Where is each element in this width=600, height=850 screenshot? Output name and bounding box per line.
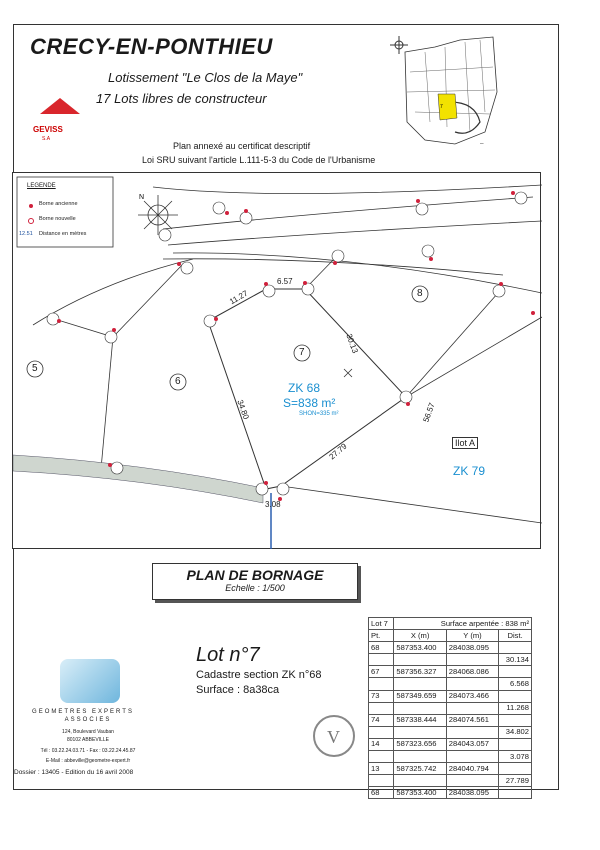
table-cell: 587338.444 [394,714,446,726]
firm-address-2: 80102 ABBEVILLE [67,737,109,743]
plan-title-box [152,563,358,600]
table-cell: 14 [369,738,394,750]
dossier-footer: Dossier : 13405 - Edition du 16 avril 2008 [14,769,134,776]
lot-surface: Surface : 8a38ca [196,684,280,696]
firm-logo-icon [60,659,120,703]
table-row [369,751,532,763]
other-parcel-label: ZK 79 [453,464,486,478]
table-cell: 587353.400 [394,787,446,799]
table-cell [394,775,446,787]
table-cell [369,775,394,787]
distance-label: 3.08 [265,500,281,509]
table-row [369,678,532,690]
table-row [369,726,532,738]
table-cell: 74 [369,714,394,726]
distance-label: 27.79 [327,441,349,462]
firm-name: GEOMETRES EXPERTS [32,709,134,715]
legend-item-old-marker: Borne ancienne [39,201,78,207]
distance-label: 6.57 [277,277,293,286]
table-cell [499,714,532,726]
table-cell [394,726,446,738]
table-cell: 13 [369,763,394,775]
firm-email: E-Mail : abbeville@geometre-expert.fr [45,758,131,764]
distance-label: 56.57 [421,401,437,424]
company-logo-icon [35,96,85,121]
table-cell [369,702,394,714]
table-cell: Lot 7 [369,618,394,630]
table-cell: 587353.400 [394,642,446,654]
lots-info: 17 Lots libres de constructeur [96,91,267,106]
table-cell [446,678,498,690]
svg-text:─: ─ [480,141,484,147]
table-cell: Surface arpentée : 838 m² [394,618,532,630]
plan-title: PLAN DE BORNAGE [186,567,324,583]
table-row [369,690,532,702]
coordinates-table [368,617,532,799]
company-logo-sub: S.A [42,136,51,142]
table-cell: 587349.659 [394,690,446,702]
lot-title: Lot n°7 [196,644,260,666]
table-cell [446,726,498,738]
lot-number-8: 8 [417,288,423,299]
firm-address-1: 124, Boulevard Vauban [62,729,114,735]
table-cell [394,751,446,763]
distance-label: 34.80 [235,398,251,421]
table-row [369,787,532,799]
table-cell [446,702,498,714]
distance-label: 11.27 [228,288,250,307]
table-cell [394,654,446,666]
parcel-area: S=838 m² [283,396,336,410]
table-cell: 68 [369,642,394,654]
ilot-label: Ilot A [452,437,478,449]
lot-number-6: 6 [175,376,181,387]
table-row [369,775,532,787]
table-cell: 587323.656 [394,738,446,750]
table-cell [499,787,532,799]
table-cell: 6.568 [499,678,532,690]
table-cell [499,642,532,654]
svg-text:N: N [139,194,145,201]
stamp-icon [313,715,355,757]
firm-phone: Tél : 03.22.24.03.71 - Fax : 03.22.24.45.87 [40,748,136,754]
table-cell [446,775,498,787]
table-header: Y (m) [446,630,498,642]
annex-line-2: Loi SRU suivant l'article L.111-5-3 du Code de l'Urbanisme [142,155,376,165]
table-cell: 73 [369,690,394,702]
table-cell [446,751,498,763]
table-row [369,666,532,678]
legend-item-distance-symbol: 12.51 [19,231,33,237]
table-cell: 587356.327 [394,666,446,678]
table-cell [394,678,446,690]
table-cell: 284073.466 [446,690,498,702]
company-logo-text: GEVISS [33,125,63,134]
plan-scale: Echelle : 1/500 [225,583,285,593]
parcel-shon: SHON=335 m² [299,411,339,417]
table-cell [394,702,446,714]
table-cell: 587325.742 [394,763,446,775]
table-cell [369,654,394,666]
firm-name-2: ASSOCIES [64,717,112,723]
table-cell: 67 [369,666,394,678]
parcel-label: ZK 68 [288,381,321,395]
survey-map [12,172,541,549]
table-row [369,642,532,654]
table-header: Dist. [499,630,532,642]
table-cell: 284043.057 [446,738,498,750]
table-cell: 68 [369,787,394,799]
subdivision-name: Lotissement "Le Clos de la Maye" [108,70,303,85]
table-cell: 11.268 [499,702,532,714]
table-cell: 284040.794 [446,763,498,775]
table-header: Pt. [369,630,394,642]
table-cell [369,726,394,738]
lot-cadastre: Cadastre section ZK n°68 [196,669,322,681]
annex-line-1: Plan annexé au certificat descriptif [173,141,311,151]
table-cell [446,654,498,666]
table-cell [369,751,394,763]
legend-title: LEGENDE [27,183,56,189]
table-cell [369,678,394,690]
lot-number-5: 5 [32,363,38,374]
town-title: CRECY-EN-PONTHIEU [30,34,273,59]
legend-item-distance: Distance en mètres [39,231,87,237]
table-row [369,654,532,666]
legend-item-new-marker: Borne nouvelle [39,216,76,222]
table-row [369,702,532,714]
table-row [369,618,532,630]
table-row [369,738,532,750]
svg-text:V: V [327,727,340,747]
table-cell: 27.789 [499,775,532,787]
table-cell: 284068.086 [446,666,498,678]
table-header: X (m) [394,630,446,642]
svg-text:7: 7 [440,104,443,110]
table-cell: 284074.561 [446,714,498,726]
compass-icon [388,34,410,61]
table-cell [499,690,532,702]
table-cell: 34.802 [499,726,532,738]
lot-number-7: 7 [299,347,305,358]
table-cell [499,666,532,678]
table-row [369,714,532,726]
table-cell: 284038.095 [446,642,498,654]
table-cell: 284038.095 [446,787,498,799]
table-cell [499,738,532,750]
distance-label: 30.13 [344,332,360,355]
table-cell: 3.078 [499,751,532,763]
table-cell [499,763,532,775]
table-row [369,763,532,775]
table-cell: 30.134 [499,654,532,666]
table-header-row [369,630,532,642]
